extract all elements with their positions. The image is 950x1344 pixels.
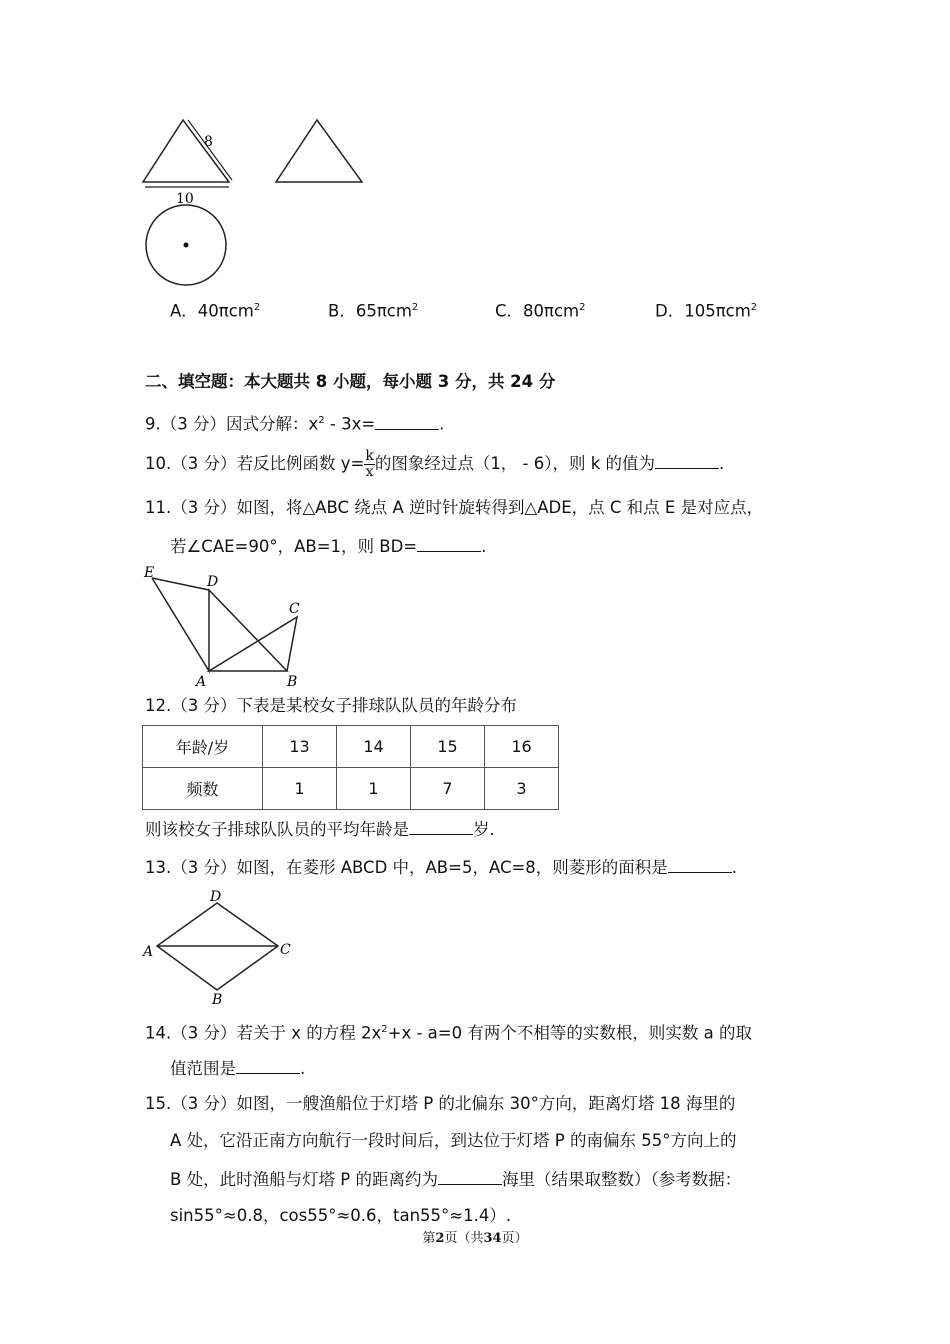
svg-text:C: C — [280, 942, 291, 958]
question-12-after: 则该校女子排球队队员的平均年龄是 岁. — [145, 820, 495, 839]
question-14-line-1: 14.（3 分）若关于 x 的方程 $2x^2+x - a=0$ 有两个不相等的实数根，则实数 a 的取 — [145, 1023, 752, 1043]
table-cell: 1 — [337, 768, 411, 810]
table-cell: 15 — [411, 726, 485, 768]
table-cell: 年龄/岁 — [143, 726, 263, 768]
table-cell: 频数 — [143, 768, 263, 810]
question-15-line-1: 15.（3 分）如图，一艘渔船位于灯塔 P 的北偏东 30°方向，距离灯塔 18 海里的 — [145, 1094, 736, 1113]
question-9: 9.（3 分）因式分解：$x^2 - 3x=$ . — [145, 414, 445, 434]
svg-text:A: A — [196, 674, 207, 690]
table-cell: 7 — [411, 768, 485, 810]
question-15-line-4: sin55°≈0.8，cos55°≈0.6，tan55°≈1.4）. — [170, 1206, 512, 1225]
svg-text:D: D — [210, 889, 222, 905]
table-cell: 3 — [485, 768, 559, 810]
answer-blank — [438, 1168, 502, 1185]
svg-text:B: B — [287, 674, 298, 690]
question-11-line-1: 11.（3 分）如图，将△ABC 绕点 A 逆时针旋转得到△ADE，点 C 和点 E 是对应点， — [145, 498, 764, 517]
svg-text:B: B — [212, 992, 223, 1008]
fraction: $\frac{k}{x}$ — [365, 448, 374, 480]
svg-text:A: A — [143, 944, 154, 960]
section-heading: 二、填空题：本大题共 8 小题，每小题 3 分，共 24 分 — [145, 372, 556, 391]
answer-blank — [409, 818, 473, 835]
page-footer: 第2页（共34页） — [422, 1231, 528, 1246]
rhombus-figure — [0, 0, 400, 1010]
question-15-line-3: B 处，此时渔船与灯塔 P 的距离约为 海里（结果取整数）（参考数据： — [170, 1170, 742, 1189]
option-d: D．105πcm$^2$ — [655, 301, 758, 321]
question-14-line-2: 值范围是 . — [170, 1059, 306, 1078]
answer-blank — [668, 856, 732, 873]
table-cell: 13 — [263, 726, 337, 768]
answer-blank — [655, 452, 719, 469]
svg-text:D: D — [207, 574, 219, 590]
question-10: 10.（3 分）若反比例函数 y= $\frac{k}{x}$ 的图象经过点（1， - 6），则 k 的值为 . — [145, 448, 725, 480]
question-15-line-2: A 处，它沿正南方向航行一段时间后，到达位于灯塔 P 的南偏东 55°方向上的 — [170, 1131, 737, 1150]
table-cell: 14 — [337, 726, 411, 768]
table-cell: 1 — [263, 768, 337, 810]
question-13: 13.（3 分）如图，在菱形 ABCD 中，AB=5，AC=8，则菱形的面积是 . — [145, 858, 738, 877]
base-length-label: 10 — [176, 191, 194, 207]
side-length-label: 8 — [204, 134, 213, 150]
question-11-line-2: 若∠CAE=90°，AB=1，则 BD= . — [170, 537, 487, 556]
answer-blank — [417, 535, 481, 552]
option-c: C．80πcm$^2$ — [495, 301, 586, 321]
svg-text:C: C — [289, 601, 300, 617]
table-cell: 16 — [485, 726, 559, 768]
option-a: A．40πcm$^2$ — [170, 301, 261, 321]
svg-text:E: E — [144, 565, 155, 581]
question-12: 12.（3 分）下表是某校女子排球队队员的年龄分布 — [145, 696, 517, 715]
answer-blank — [236, 1057, 300, 1074]
option-b: B．65πcm$^2$ — [328, 301, 419, 321]
